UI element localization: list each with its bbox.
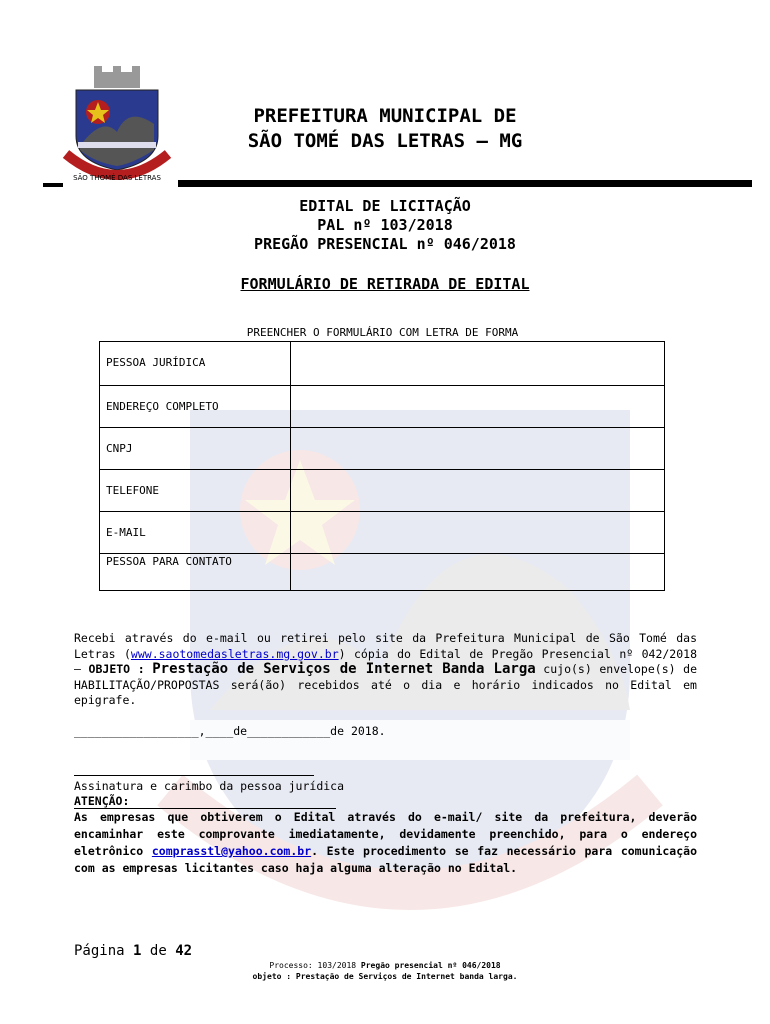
receipt-paragraph: [74, 631, 697, 709]
form-label-endereco: ENDEREÇO COMPLETO: [106, 400, 219, 413]
page-sep: de: [149, 943, 167, 959]
form-row: [100, 512, 665, 554]
objeto-value: Prestação de Serviços de Internet Banda Larga: [152, 661, 536, 677]
paragraph-text: ) cópia do Edital de Pregão Presencial nº 042/2018 –: [74, 646, 698, 676]
header-line-1: PREFEITURA MUNICIPAL DE: [253, 105, 517, 127]
warning-paragraph: [74, 809, 697, 877]
municipality-header: [200, 104, 570, 154]
header-rule-right: [178, 180, 752, 187]
form-field-contato[interactable]: [291, 554, 665, 591]
municipal-crest-icon: [62, 66, 172, 186]
withdrawal-form-table: [99, 341, 665, 591]
header-line-2: SÃO TOMÉ DAS LETRAS – MG: [247, 130, 523, 152]
signature-line: [74, 775, 314, 776]
page-total: 42: [175, 943, 193, 959]
crest-banner-text: SÃO THOMÉ DAS LETRAS: [73, 174, 161, 182]
form-field-cnpj[interactable]: [291, 428, 665, 470]
form-row: [100, 428, 665, 470]
edital-line-3: PREGÃO PRESENCIAL nº 046/2018: [254, 235, 516, 253]
form-label-cnpj: CNPJ: [106, 442, 133, 455]
page-current: 1: [133, 943, 142, 959]
footer-process: Processo: 103/2018: [269, 961, 357, 970]
page-number: [74, 943, 192, 959]
warning-text: As empresas que obtiverem o Edital através do e-mail/ site da prefeitura, deverão encaminhar este comprovante imediatamente, devidamente preenchido, para o endereço eletrônico: [74, 810, 697, 858]
form-instruction: PREENCHER O FORMULÁRIO COM LETRA DE FORMA: [246, 326, 519, 339]
form-field-email[interactable]: [291, 512, 665, 554]
warning-text: . Este procedimento se faz necessário para comunicação com as empresas licitantes caso haja alguma alteração no Edital.: [74, 844, 697, 875]
page-prefix: Página: [74, 943, 125, 959]
edital-heading: [180, 197, 590, 254]
footer-objeto: objeto : Prestação de Serviços de Internet banda larga.: [252, 972, 518, 981]
form-field-pessoa-juridica[interactable]: [291, 342, 665, 386]
edital-line-1: EDITAL DE LICITAÇÃO: [299, 197, 471, 215]
page-footer: [200, 960, 570, 982]
form-title: FORMULÁRIO DE RETIRADA DE EDITAL: [240, 275, 530, 293]
edital-line-2: PAL nº 103/2018: [317, 216, 453, 234]
footer-pregao: Pregão presencial nº 046/2018: [360, 961, 501, 970]
objeto-label: OBJETO :: [88, 662, 145, 676]
header-rule-left: [43, 183, 63, 187]
paragraph-text: cujo(s) envelope(s) de HABILITAÇÃO/PROPOSTAS será(ão) recebidos até o dia e horário indicados no Edital em epigrafe.: [74, 662, 697, 707]
form-row: [100, 386, 665, 428]
form-label-pessoa-juridica: PESSOA JURÍDICA: [106, 356, 206, 369]
form-row: [100, 554, 665, 591]
email-link[interactable]: comprasstl@yahoo.com.br: [151, 844, 312, 858]
site-link[interactable]: www.saotomedasletras.mg.gov.br: [130, 646, 339, 661]
form-label-contato: PESSOA PARA CONTATO: [106, 555, 232, 568]
form-row: [100, 470, 665, 512]
signature-label: Assinatura e carimbo da pessoa jurídica: [74, 779, 345, 793]
form-field-endereco[interactable]: [291, 386, 665, 428]
atencao-label: ATENÇÃO:: [74, 794, 336, 809]
form-row: [100, 342, 665, 386]
date-line[interactable]: __________________,____de____________de 2018.: [74, 724, 386, 738]
paragraph-text: Recebi através do e-mail ou retirei pelo site da Prefeitura Municipal de São Tomé das Letras (: [74, 631, 697, 661]
form-field-telefone[interactable]: [291, 470, 665, 512]
form-label-email: E-MAIL: [106, 526, 146, 539]
form-label-telefone: TELEFONE: [106, 484, 159, 497]
